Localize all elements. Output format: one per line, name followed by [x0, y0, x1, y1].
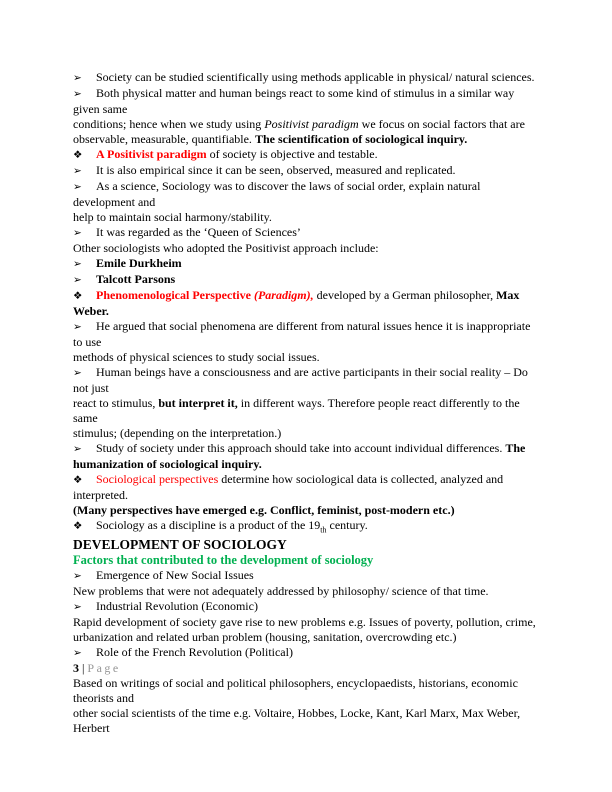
arrow-bullet-icon: ➢	[73, 165, 82, 177]
text-run: Phenomenological Perspective	[96, 288, 254, 302]
text-run: Sociological perspectives	[96, 472, 219, 486]
diamond-bullet-icon: ❖	[73, 520, 83, 532]
text-run: we focus on social factors that are	[358, 117, 525, 131]
document-line	[73, 503, 574, 518]
document-line	[73, 304, 574, 319]
document-line	[73, 335, 574, 350]
text-run: Other sociologists who adopted the Positivist approach include:	[73, 241, 379, 255]
diamond-bullet-icon: ❖	[73, 149, 83, 161]
text-run: Weber.	[73, 304, 109, 318]
document-line	[73, 381, 574, 396]
arrow-bullet-icon: ➢	[73, 443, 82, 455]
arrow-bullet-icon: ➢	[73, 570, 82, 583]
document-line	[73, 365, 574, 381]
document-line	[73, 691, 574, 706]
text-run: but interpret it,	[158, 396, 238, 410]
arrow-bullet-icon: ➢	[73, 274, 82, 286]
text-run: Emergence of New Social Issues	[96, 568, 254, 583]
page-footer	[73, 661, 574, 676]
text-run: developed by a German philosopher,	[313, 288, 497, 302]
document-line	[73, 676, 574, 691]
text-run: stimulus; (depending on the interpretation.)	[73, 426, 282, 440]
document-line	[73, 179, 574, 195]
arrow-bullet-icon: ➢	[73, 72, 82, 84]
document-line	[73, 350, 574, 365]
text-run: |	[79, 661, 88, 676]
document-line	[73, 472, 574, 488]
arrow-bullet-icon: ➢	[73, 227, 82, 239]
diamond-bullet-icon: ❖	[73, 290, 83, 302]
document-line	[73, 441, 574, 457]
text-run: As a science, Sociology was to discover the laws of social order, explain natural	[96, 179, 481, 193]
document-line	[73, 210, 574, 225]
text-run: Herbert	[73, 721, 110, 736]
text-run: (Many perspectives have emerged e.g. Conflict, feminist, post-modern etc.)	[73, 503, 455, 517]
text-run: Sociology as a discipline is a product of the 19	[96, 518, 321, 532]
document-line	[73, 584, 574, 599]
document-line	[73, 706, 574, 721]
text-run: The	[505, 441, 526, 455]
subsection-heading	[73, 553, 574, 568]
text-run: in different ways. Therefore people react differently to the	[237, 396, 520, 410]
arrow-bullet-icon: ➢	[73, 258, 82, 270]
text-run: methods of physical sciences to study social issues.	[73, 350, 320, 364]
document-line	[73, 272, 574, 288]
document-line	[73, 615, 574, 630]
document-line	[73, 195, 574, 210]
text-run: other social scientists of the time e.g. Voltaire, Hobbes, Locke, Kant, Karl Marx, Max Weber,	[73, 706, 521, 721]
text-run: Study of society under this approach should take into account individual differences.	[96, 441, 506, 455]
text-run: to use	[73, 335, 102, 349]
text-run: theorists and	[73, 691, 134, 706]
text-run: help to maintain social harmony/stability.	[73, 210, 272, 224]
text-run: The scientification of sociological inquiry.	[254, 132, 468, 146]
text-run: It is also empirical since it can be seen, observed, measured and replicated.	[96, 163, 456, 177]
text-run: century.	[326, 518, 368, 532]
text-run: th	[320, 525, 327, 535]
text-run: Page	[87, 661, 121, 676]
document-line	[73, 132, 574, 147]
text-run: He argued that social phenomena are different from natural issues hence it is inappropriate	[96, 319, 531, 333]
text-run: react to stimulus,	[73, 396, 159, 410]
document-body	[73, 70, 574, 736]
text-run: Rapid development of society gave rise to new problems e.g. Issues of poverty, pollution, crime,	[73, 615, 536, 630]
text-run: conditions; hence when we study using	[73, 117, 265, 131]
text-run: A Positivist paradigm	[96, 147, 207, 161]
arrow-bullet-icon: ➢	[73, 601, 82, 614]
text-run: Talcott Parsons	[96, 272, 176, 286]
text-run: New problems that were not adequately addressed by philosophy/ science of that time.	[73, 584, 489, 599]
document-line	[73, 411, 574, 426]
document-line	[73, 319, 574, 335]
document-line	[73, 599, 574, 615]
document-line	[73, 86, 574, 102]
document-line	[73, 396, 574, 411]
document-line	[73, 288, 574, 304]
document-line	[73, 147, 574, 163]
text-run: determine how sociological data is collected, analyzed and	[218, 472, 504, 486]
text-run: Based on writings of social and political philosophers, encyclopaedists, historians, economic	[73, 676, 518, 691]
text-run: humanization of sociological inquiry.	[73, 457, 262, 471]
document-line	[73, 163, 574, 179]
document-line	[73, 241, 574, 256]
text-run: Human beings have a consciousness and are active participants in their social reality – Do	[96, 365, 528, 379]
document-line	[73, 102, 574, 117]
arrow-bullet-icon: ➢	[73, 367, 82, 379]
diamond-bullet-icon: ❖	[73, 474, 83, 486]
arrow-bullet-icon: ➢	[73, 181, 82, 193]
section-heading	[73, 537, 574, 553]
text-run: observable, measurable, quantifiable.	[73, 132, 255, 146]
text-run: not just	[73, 381, 109, 395]
text-run: (Paradigm),	[253, 288, 314, 302]
text-run: interpreted.	[73, 488, 128, 502]
document-line	[73, 426, 574, 441]
text-run: Positivist paradigm	[264, 117, 359, 131]
document-line	[73, 256, 574, 272]
document-line	[73, 645, 574, 661]
text-run: Factors that contributed to the development of sociology	[73, 553, 374, 568]
text-run: It was regarded as the ‘Queen of Sciences’	[96, 225, 301, 239]
text-run: Industrial Revolution (Economic)	[96, 599, 258, 614]
text-run: DEVELOPMENT OF SOCIOLOGY	[73, 537, 287, 553]
arrow-bullet-icon: ➢	[73, 88, 82, 100]
document-line	[73, 457, 574, 472]
document-line	[73, 630, 574, 645]
text-run: Role of the French Revolution (Political)	[96, 645, 293, 660]
document-line	[73, 488, 574, 503]
document-line	[73, 518, 574, 537]
text-run: of society is objective and testable.	[206, 147, 378, 161]
text-run: same	[73, 411, 98, 425]
text-run: development and	[73, 195, 156, 209]
text-run: Emile Durkheim	[96, 256, 182, 270]
text-run: urbanization and related urban problem (housing, sanitation, overcrowding etc.)	[73, 630, 457, 645]
arrow-bullet-icon: ➢	[73, 647, 82, 660]
text-run: Society can be studied scientifically using methods applicable in physical/ natural sciences.	[96, 70, 535, 84]
text-run: Max	[496, 288, 520, 302]
text-run: 3	[73, 661, 79, 676]
text-run: given same	[73, 102, 128, 116]
document-line	[73, 721, 574, 736]
text-run: Both physical matter and human beings react to some kind of stimulus in a similar way	[96, 86, 515, 100]
document-line	[73, 117, 574, 132]
document-line	[73, 225, 574, 241]
arrow-bullet-icon: ➢	[73, 321, 82, 333]
document-line	[73, 70, 574, 86]
document-line	[73, 568, 574, 584]
